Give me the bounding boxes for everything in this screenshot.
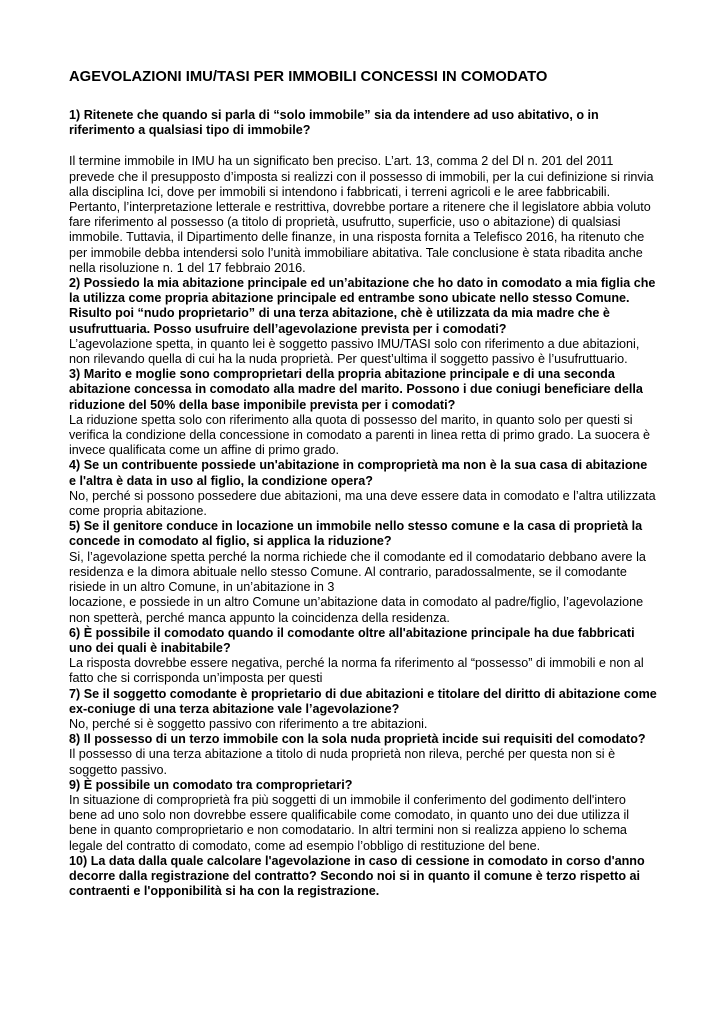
answer-2: L’agevolazione spetta, in quanto lei è soggetto passivo IMU/TASI solo con riferimento a due abitazioni, non rilevando quella di cui ha la nuda proprietà. Per quest’ultima il soggetto passivo è l’usufruttuario. bbox=[69, 336, 640, 367]
answer-7: No, perché si è soggetto passivo con riferimento a tre abitazioni. bbox=[69, 716, 428, 731]
answer-6: La risposta dovrebbe essere negativa, perché la norma fa riferimento al “possesso” di immobili e non al fatto che si corrisponda un’imposta per questi bbox=[69, 656, 644, 686]
question-5: 5) Se il genitore conduce in locazione un immobile nello stesso comune e la casa di proprietà la concede in comodato al figlio, si applica la riduzione? bbox=[69, 519, 643, 549]
question-3: 3) Marito e moglie sono comproprietari della propria abitazione principale e di una seconda abitazione concessa in comodato alla madre del marito. Possono i due coniugi beneficiare della riduzione del 50% della base imponibile prevista per i comodati? bbox=[69, 367, 643, 412]
answer-8: Il possesso di una terza abitazione a titolo di nuda proprietà non rileva, perché per questa non si è soggetto passivo. bbox=[69, 747, 616, 777]
answer-5-continued: locazione, e possiede in un altro Comune un’abitazione data in comodato al padre/figlio, l’agevolazione non spetterà, perché manca appunto la coincidenza della residenza. bbox=[69, 595, 644, 625]
question-8: 8) Il possesso di un terzo immobile con la sola nuda proprietà incide sui requisiti del comodato? bbox=[69, 732, 646, 747]
question-7: 7) Se il soggetto comodante è proprietario di due abitazioni e titolare del diritto di abitazione come ex-coniuge di una terza abitazione vale l’agevolazione? bbox=[69, 686, 657, 716]
question-9: 9) È possibile un comodato tra comproprietari? bbox=[69, 777, 353, 792]
question-6: 6) È possibile il comodato quando il comodante oltre all'abitazione principale ha due fabbricati uno dei quali è inabitabile? bbox=[69, 625, 635, 655]
document-title: AGEVOLAZIONI IMU/TASI PER IMMOBILI CONCESSI IN COMODATO bbox=[69, 69, 548, 85]
document-page bbox=[69, 68, 657, 899]
question-4: 4) Se un contribuente possiede un'abitazione in comproprietà ma non è la sua casa di abitazione e l'altra è data in uso al figlio, la condizione opera? bbox=[69, 458, 648, 488]
answer-5: Si, l’agevolazione spetta perché la norma richiede che il comodante ed il comodatario debbano avere la residenza e la dimora abituale nello stesso Comune. Al contrario, paradossalmente, se il comodante risiede in un altro Comune, in un’abitazione in 3 bbox=[69, 549, 646, 595]
answer-9: In situazione di comproprietà fra più soggetti di un immobile il conferimento del godimento dell'intero bene ad uno solo non dovrebbe essere qualificabile come comodato, in quanto uno dei due utilizza il bene in quanto comproprietario e non comodatario. In altri termini non si realizza appieno lo schema legale del contratto di comodato, come ad esempio l’obbligo di restituzione del bene. bbox=[69, 792, 630, 853]
answer-4: No, perché si possono possedere due abitazioni, ma una deve essere data in comodato e l’altra utilizzata come propria abitazione. bbox=[69, 488, 656, 519]
question-10: 10) La data dalla quale calcolare l'agevolazione in caso di cessione in comodato in corso d'anno decorre dalla registrazione del contratto? Secondo noi si in quanto il comune è terzo rispetto ai contraenti e l'opponibilità si ha con la registrazione. bbox=[69, 853, 645, 899]
question-2: 2) Possiedo la mia abitazione principale ed un’abitazione che ho dato in comodato a mia figlia che la utilizza come propria abitazione principale ed entrambe sono ubicate nello stesso Comune. Risulto poi “nudo proprietario” di una terza abitazione, chè è utilizzata da mia madre che è usufruttuaria. Posso usufruire dell’agevolazione prevista per i comodati? bbox=[69, 276, 656, 336]
question-1: 1) Ritenete che quando si parla di “solo immobile” sia da intendere ad uso abitativo, o in riferimento a qualsiasi tipo di immobile? bbox=[69, 108, 599, 138]
answer-1: Il termine immobile in IMU ha un significato ben preciso. L’art. 13, comma 2 del Dl n. 201 del 2011 prevede che il presupposto d’imposta si realizzi con il possesso di immobili, per la cui definizione si rinvia alla disciplina Ici, dove per immobili si intendono i fabbricati, i terreni agricoli e le aree fabbricabili. Pertanto, l’interpretazione letterale e restrittiva, dovrebbe portare a ritenere che il legislatore abbia voluto fare riferimento al possesso (a titolo di proprietà, usufrutto, superficie, uso o abitazione) di qualsiasi immobile. Tuttavia, il Dipartimento delle finanze, in una risposta fornita a Telefisco 2016, ha ritenuto che per immobile debba intendersi solo l’unità immobiliare abitativa. Tale conclusione è stata ribadita anche nella risoluzione n. 1 del 17 febbraio 2016. bbox=[69, 154, 654, 275]
answer-3: La riduzione spetta solo con riferimento alla quota di possesso del marito, in quanto solo per questi si verifica la condizione della concessione in comodato a parenti in linea retta di primo grado. La suocera è invece qualificata come un affine di primo grado. bbox=[69, 412, 651, 458]
